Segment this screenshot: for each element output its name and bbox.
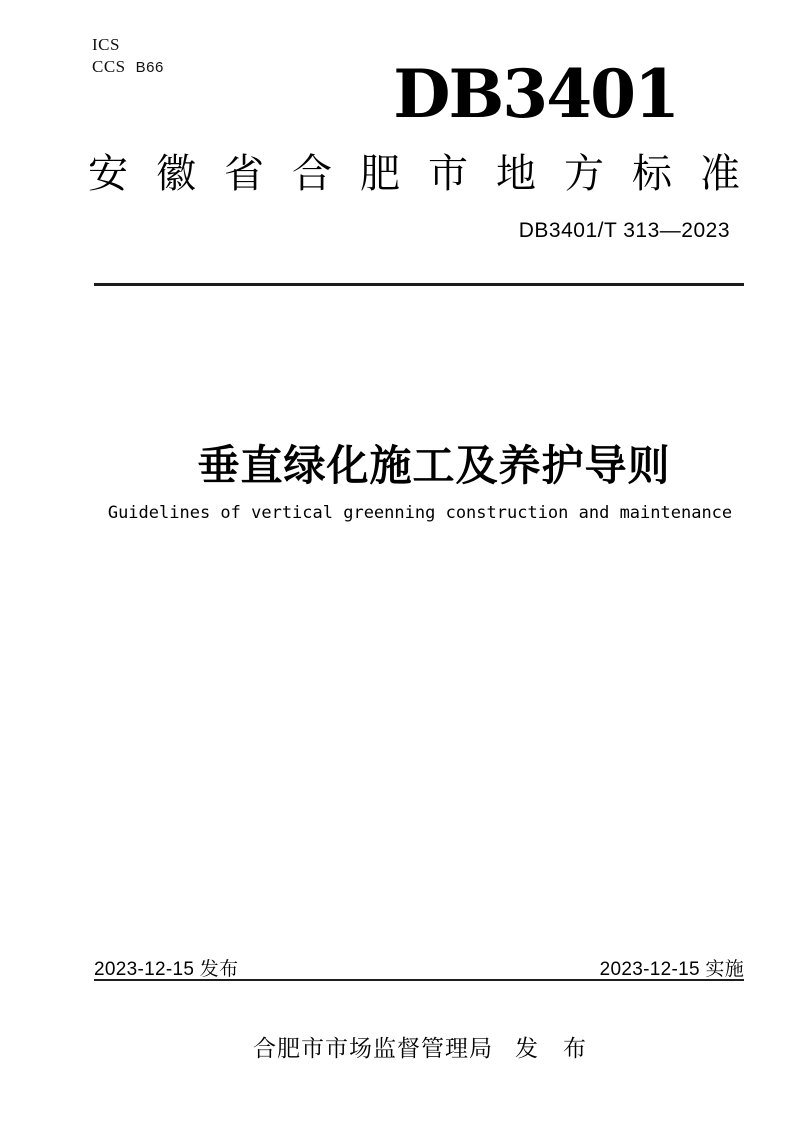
title-chinese: 垂直绿化施工及养护导则 [197, 442, 671, 489]
ccs-line [92, 56, 164, 79]
implementation-date: 2023-12-15 实施 [599, 959, 744, 980]
standard-name-char: 市 [428, 152, 468, 196]
standard-code-logo: DB3401 [393, 55, 678, 133]
title-english: Guidelines of vertical greenning construction and maintenance [107, 503, 733, 523]
standard-name-heading [88, 153, 740, 195]
standard-name-char: 省 [224, 152, 264, 196]
ics-line [92, 34, 164, 56]
standard-name-char: 标 [632, 152, 672, 196]
header-rule [94, 283, 744, 286]
classification-block [92, 34, 164, 79]
standard-name-char: 方 [564, 152, 604, 196]
standard-name-char: 地 [496, 152, 536, 196]
ics-label: ICS [92, 35, 120, 54]
standard-name-char: 安 [88, 152, 128, 196]
document-number: DB3401/T 313—2023 [518, 219, 730, 242]
standard-name-char: 合 [292, 152, 332, 196]
standard-name-char: 准 [700, 152, 740, 196]
dates-row [94, 954, 744, 981]
standard-name-char: 徽 [156, 152, 196, 196]
issue-date: 2023-12-15 发布 [94, 959, 239, 980]
release-label: 发 布 [515, 1035, 587, 1061]
publisher-name: 合肥市市场监督管理局 [253, 1035, 493, 1061]
standard-name-char: 肥 [360, 152, 400, 196]
ccs-label: CCS [92, 57, 126, 76]
publisher-row [95, 1030, 745, 1063]
footer-rule [94, 979, 744, 981]
ccs-code: B66 [135, 59, 164, 76]
